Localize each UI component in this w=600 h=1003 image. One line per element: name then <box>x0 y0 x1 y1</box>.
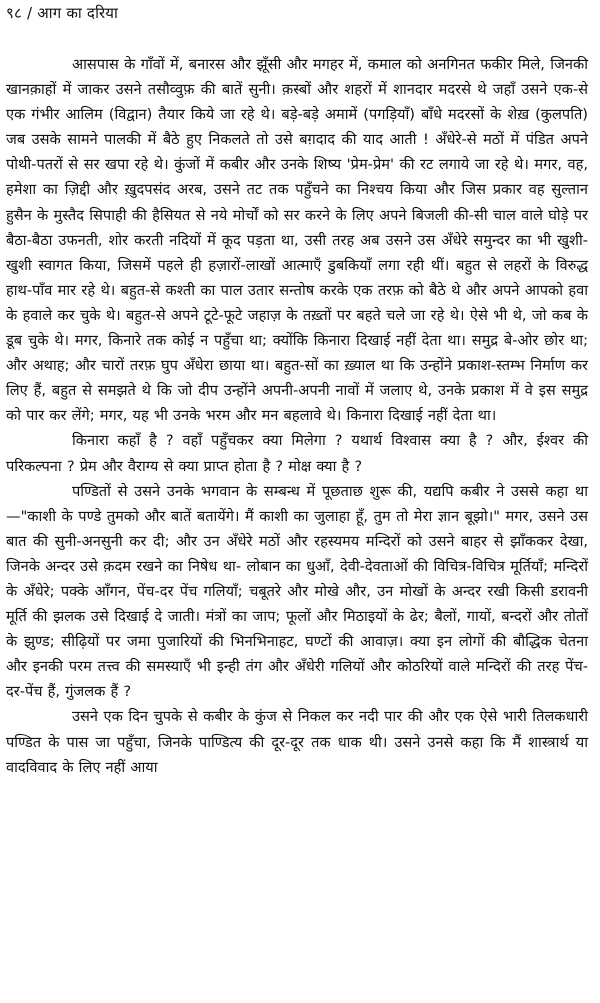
running-head: ९८ / आग का दरिया <box>6 4 119 22</box>
paragraph: उसने एक दिन चुपके से कबीर के कुंज से निकल कर नदी पार की और एक ऐसे भारी तिलकधारी पण्डित के पास जा पहुँचा, जिनके पाण्डित्य की दूर-दूर तक धाक थी। उसने उनसे कहा कि मैं शास्त्रार्थ या वादविवाद के लिए नहीं आया <box>6 708 588 776</box>
paragraph: आसपास के गाँवों में, बनारस और झूँसी और मगहर में, कमाल को अनगिनत फकीर मिले, जिनकी खानक़ाहों में जाकर उसने तसौव्वुफ़ की बातें सुनी। क़स्बों और शहरों में शानदार मदरसे थे जहाँ उसने एक-से एक गंभीर आलिम (विद्वान) तैयार किये जा रहे थे। बड़े-बड़े अमामें (पगड़ियाँ) बाँधे मदरसों के शेख़ (कुलपति) जब उसके सामने पालकी में बैठे हुए निकलते तो उसे बग़दाद की याद आती ! अँधेरे-से मठों में पंडित अपने पोथी-पतरों से सर खपा रहे थे। कुंजों में कबीर और उनके शिष्य 'प्रेम-प्रेम' की रट लगाये जा रहे थे। मगर, वह, हमेशा का ज़िद्दी और ख़ुदपसंद अरब, उसने तट तक पहुँचने का निश्चय किया और जिस प्रकार वह सुल्तान हुसैन के मुस्तैद सिपाही की हैसियत से नये मोर्चों को सर करने के लिए अपने बिजली की-सी चाल वाले घोड़े पर बैठा-बैठा उफनती, शोर करती नदियों में कूद पड़ता था, उसी तरह अब उसने उस अँधेरे समुन्दर का भी खुशी-खुशी स्वागत किया, जिसमें पहले ही हज़ारों-लाखों आत्माएँ डुबकियाँ लगा रही थीं। बहुत से लहरों के विरुद्ध हाथ-पाँव मार रहे थे। बहुत-से कश्ती का पाल उतार सन्तोष करके एक तरफ़ को बैठे थे और अपने आपको हवा के हवाले कर चुके थे। बहुत-से अपने टूटे-फूटे जहाज़ के तख़्तों पर बहते चले जा रहे थे। ऐसे भी थे, जो कब के डूब चुके थे। मगर, किनारे तक कोई न पहुँचा था; क्योंकि किनारा दिखाई नहीं देता था। समुद्र बे-ओर छोर था; और अथाह; और चारों तरफ़ घुप अँधेरा छाया था। बहुत-सों का ख़्याल था कि उन्होंने प्रकाश-स्तम्भ निर्माण कर लिए हैं, बहुत से समझते थे कि जो दीप उन्होंने अपनी-अपनी नावों में जलाए थे, उनके प्रकाश में वे इस समुद्र को पार कर लेंगे; मगर, यह भी उनके भरम और मन बहलावे थे। किनारा दिखाई नहीं देता था। <box>6 56 588 425</box>
paragraph: किनारा कहाँ है ? वहाँ पहुँचकर क्या मिलेगा ? यथार्थ विश्वास क्या है ? और, ईश्वर की परिकल्पना ? प्रेम और वैराग्य से क्या प्राप्त होता है ? मोक्ष क्या है ? <box>6 432 588 475</box>
body-text <box>6 52 588 780</box>
paragraph: पण्डितों से उसने उनके भगवान के सम्बन्ध में पूछताछ शुरू की, यद्यपि कबीर ने उससे कहा था—"काशी के पण्डे तुमको और बातें बतायेंगे। मैं काशी का जुलाहा हूँ, तुम तो मेरा ज्ञान बूझो।" मगर, उसने उस बात की सुनी-अनसुनी कर दी; और उन अँधेरे मठों और रहस्यमय मन्दिरों को उसने बाहर से झाँककर देखा, जिनके अन्दर उसे क़दम रखने का निषेध था- लोबान का धुआँ, देवी-देवताओं की विचित्र-विचित्र मूर्तियाँ; मन्दिरों के अँधेरे; पक्के आँगन, पेंच-दर पेंच गलियाँ; चबूतरे और मोखे और, उन मोखों के अन्दर रखी किसी डरावनी मूर्ति की झलक उसे दिखाई दे जाती। मंत्रों का जाप; फूलों और मिठाइयों के ढेर; बैलों, गायों, बन्दरों और तोतों के झुण्ड; सीढ़ियों पर जमा पुजारियों की भिनभिनाहट, घण्टों की आवाज़। क्या इन लोगों की बौद्धिक चेतना और इनकी परम तत्त्व की समस्याएँ भी इन्ही तंग और अँधेरी गलियों और कोठरियों वाले मन्दिरों की तरह पेंच-दर-पेंच हैं, गुंजलक हैं ? <box>6 482 588 701</box>
